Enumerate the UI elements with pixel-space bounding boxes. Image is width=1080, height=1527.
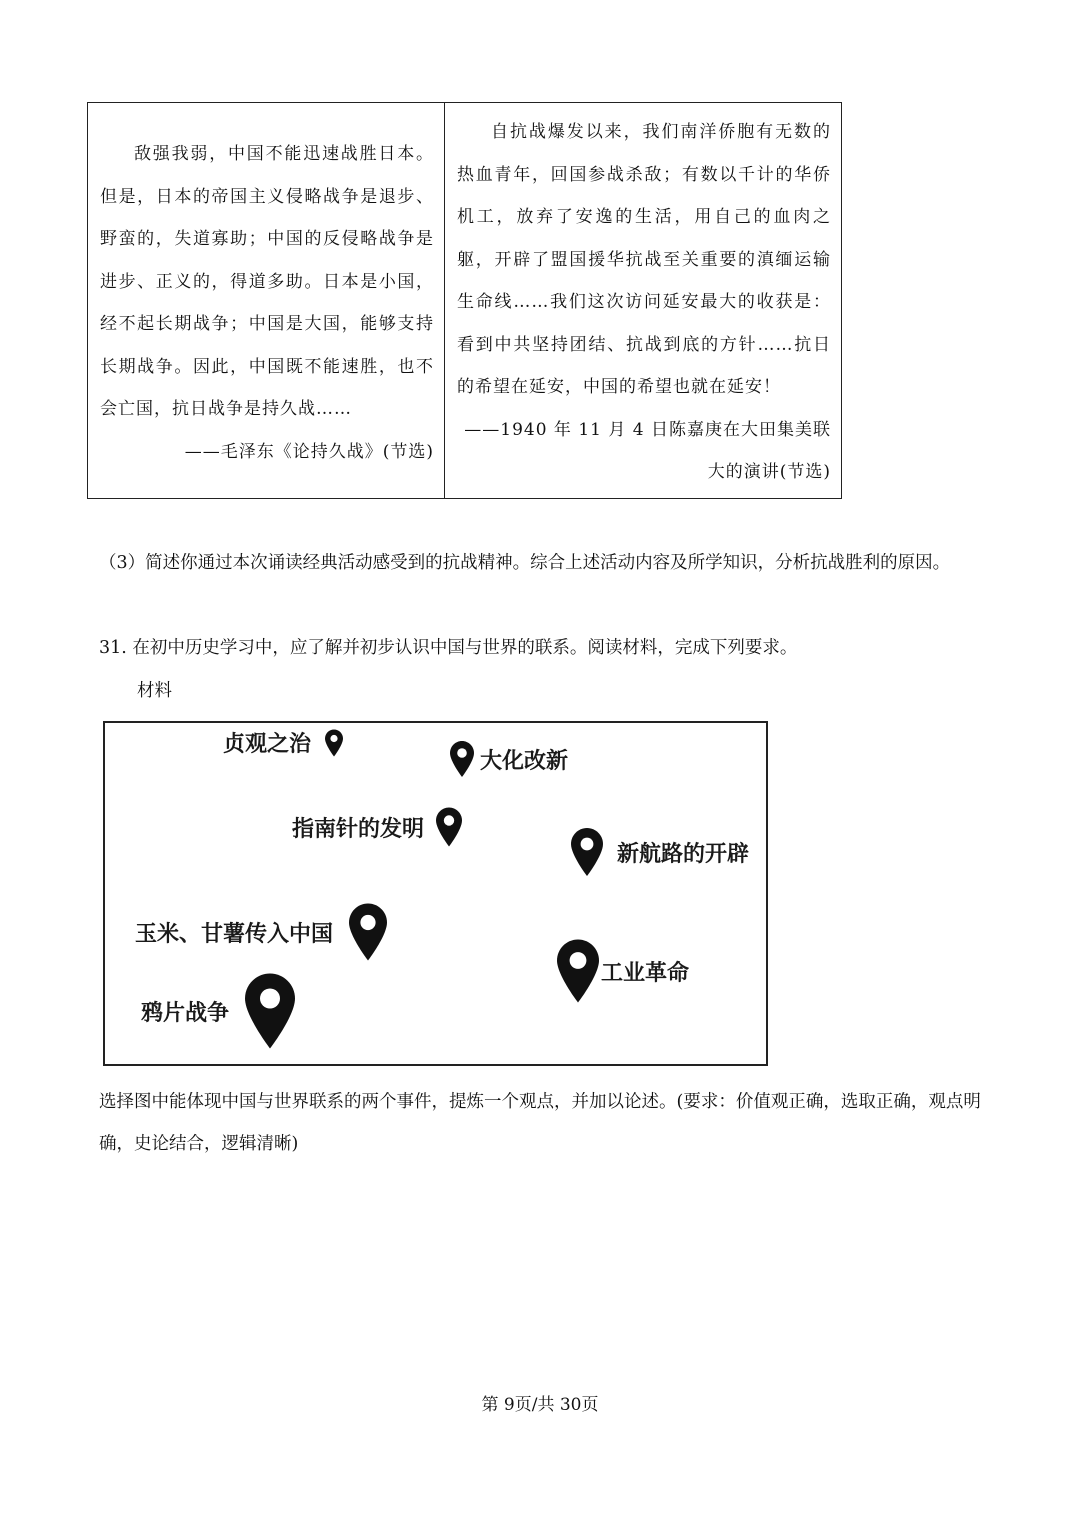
location-pin-icon [436, 807, 462, 847]
location-pin-icon [245, 973, 295, 1049]
quote-chen-source: ——1940 年 11 月 4 日陈嘉庚在大田集美联大的演讲(节选) [464, 419, 831, 482]
question-3: （3）简述你通过本次诵读经典活动感受到的抗战精神。综合上述活动内容及所学知识，分析抗战胜利的原因。 [99, 553, 951, 573]
quote-cell-chen [445, 103, 841, 498]
quote-cell-mao [88, 103, 445, 498]
event-zhenguan [223, 727, 343, 758]
quote-mao-source: ——毛泽东《论持久战》(节选) [184, 441, 434, 462]
material-label: 材料 [137, 681, 172, 701]
event-map [103, 721, 768, 1066]
event-corn-label: 玉米、甘薯传入中国 [135, 921, 334, 947]
location-pin-icon [349, 903, 387, 961]
event-dahua-label: 大化改新 [480, 748, 569, 774]
task-prompt: 选择图中能体现中国与世界联系的两个事件，提炼一个观点，并加以论述。(要求：价值观正确，选取正确，观点明确，史论结合，逻辑清晰) [99, 1092, 981, 1154]
event-opium [141, 973, 295, 1049]
event-compass-label: 指南针的发明 [292, 816, 425, 842]
location-pin-icon [450, 741, 474, 777]
location-pin-icon [325, 729, 343, 757]
quote-chen-text: 自抗战爆发以来，我们南洋侨胞有无数的热血青年，回国参战杀敌；有数以千计的华侨机工，放弃了安逸的生活，用自己的血肉之躯，开辟了盟国援华抗战至关重要的滇缅运输生命线……我们这次访问延安最大的收获是：看到中共坚持团结、抗战到底的方针……抗日的希望在延安，中国的希望也就在延安！ [457, 122, 831, 397]
event-compass [292, 807, 462, 847]
event-new-routes-label: 新航路的开辟 [617, 841, 750, 867]
location-pin-icon [571, 827, 603, 877]
event-opium-label: 鸦片战争 [141, 1000, 230, 1026]
event-industrial-label: 工业革命 [601, 960, 690, 986]
quote-table [87, 102, 842, 499]
event-zhenguan-label: 贞观之治 [223, 732, 312, 757]
event-corn [135, 903, 387, 961]
question-31: 31. 在初中历史学习中，应了解并初步认识中国与世界的联系。阅读材料，完成下列要求。 [99, 638, 798, 658]
quote-mao-text: 敌强我弱，中国不能迅速战胜日本。但是，日本的帝国主义侵略战争是退步、野蛮的，失道寡助；中国的反侵略战争是进步、正义的，得道多助。日本是小国，经不起长期战争；中国是大国，能够支持长期战争。因此，中国既不能速胜，也不会亡国，抗日战争是持久战…… [100, 144, 434, 419]
page-number: 第 9页/共 30页 [481, 1395, 599, 1415]
event-industrial [557, 938, 689, 1004]
event-dahua [450, 741, 568, 777]
event-new-routes [571, 827, 749, 877]
location-pin-icon [557, 938, 599, 1004]
